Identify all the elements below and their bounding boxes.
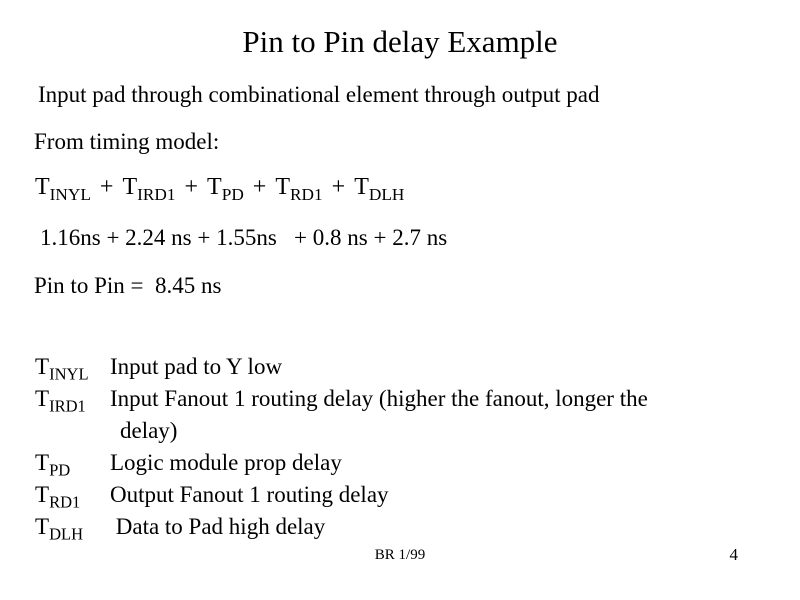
- term-base: T: [35, 174, 50, 200]
- definition-term: [35, 383, 110, 415]
- term-subscript: RD1: [290, 184, 323, 204]
- term-base: T: [35, 514, 50, 539]
- definition-row-tpd: [35, 447, 765, 479]
- footer-credit: BR 1/99: [374, 547, 426, 563]
- term-base: T: [35, 450, 50, 475]
- definition-text: Logic module prop delay: [110, 450, 342, 475]
- intro-line: Input pad through combinational element through output pad: [38, 82, 600, 107]
- definition-description: [110, 447, 765, 479]
- formula-term-tpd: [207, 174, 244, 204]
- page-number: 4: [729, 545, 738, 564]
- formula-term-trd1: [275, 174, 323, 204]
- definition-row-tdlh: [35, 511, 765, 543]
- definition-row-trd1: [35, 479, 765, 511]
- term-subscript: PD: [221, 184, 244, 204]
- delay-values-line: 1.16ns + 2.24 ns + 1.55ns + 0.8 ns + 2.7 ns: [40, 225, 448, 250]
- term-subscript: INYL: [49, 184, 91, 204]
- formula-term-tdlh: [354, 174, 405, 204]
- definition-text: Input Fanout 1 routing delay (higher the fanout, longer the: [110, 386, 648, 411]
- timing-model-heading: From timing model:: [34, 129, 220, 154]
- term-base: T: [122, 174, 138, 200]
- term-subscript: IRD1: [137, 184, 176, 204]
- plus-operator: +: [184, 174, 199, 200]
- term-base: T: [354, 174, 369, 200]
- plus-operator: +: [252, 174, 267, 200]
- term-subscript: RD1: [49, 492, 81, 512]
- term-base: T: [35, 386, 50, 411]
- term-base: T: [35, 354, 50, 379]
- term-subscript: DLH: [49, 524, 84, 544]
- definition-description: [110, 479, 765, 511]
- term-subscript: IRD1: [49, 396, 86, 416]
- definition-description: [110, 383, 765, 447]
- plus-operator: +: [331, 174, 346, 200]
- definition-row-tinyl: [35, 351, 765, 383]
- formula-term-tird1: [122, 174, 176, 204]
- formula-term-tinyl: [35, 174, 91, 204]
- plus-operator: +: [99, 174, 114, 200]
- term-subscript: INYL: [49, 364, 89, 384]
- definition-description: [110, 351, 765, 383]
- slide-title: Pin to Pin delay Example: [242, 24, 558, 59]
- definition-text: Output Fanout 1 routing delay: [110, 482, 389, 507]
- definition-text: Input pad to Y low: [110, 354, 283, 379]
- definition-text: Data to Pad high delay: [110, 514, 326, 539]
- definition-term: [35, 447, 110, 479]
- definition-text-continuation: delay): [120, 418, 178, 443]
- definition-term: [35, 479, 110, 511]
- pin-to-pin-result: Pin to Pin = 8.45 ns: [34, 273, 222, 298]
- term-subscript: DLH: [368, 184, 405, 204]
- definition-term: [35, 351, 110, 383]
- term-subscript: PD: [49, 460, 71, 480]
- definition-description: [110, 511, 765, 543]
- term-base: T: [35, 482, 50, 507]
- definitions-list: [35, 351, 765, 543]
- term-base: T: [207, 174, 222, 200]
- delay-formula: [35, 174, 405, 204]
- definition-row-tird1: [35, 383, 765, 447]
- definition-term: [35, 511, 110, 543]
- term-base: T: [275, 174, 291, 200]
